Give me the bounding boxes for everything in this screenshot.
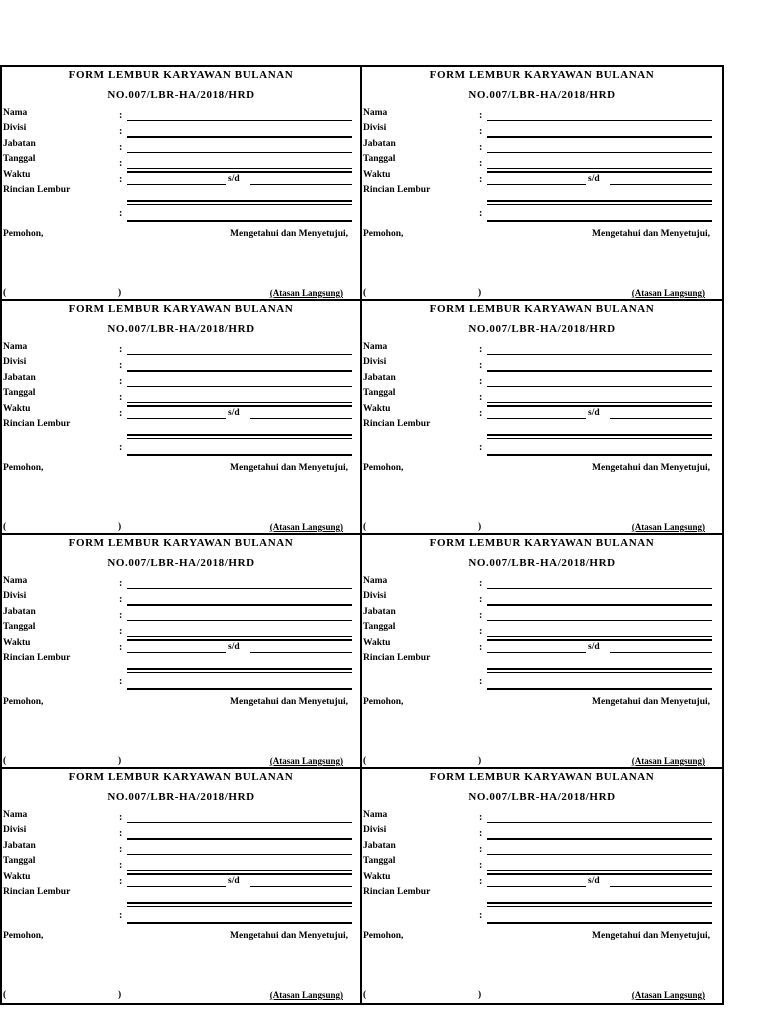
range-separator: s/d [588,408,600,418]
jabatan-fill-line [127,152,352,153]
colon-rincian: : [479,442,483,453]
nama-fill-line [127,120,352,121]
colon-rincian: : [479,208,483,219]
overtime-form-card [362,67,722,301]
label-nama: Nama [3,576,28,586]
divisi-fill-line [127,838,352,840]
colon-waktu: : [479,876,483,887]
label-nama: Nama [363,108,388,118]
colon-divisi: : [479,126,483,137]
tanggal-fill-line [487,168,712,169]
label-tanggal: Tanggal [363,622,396,632]
approval-label: Mengetahui dan Menyetujui, [592,463,710,473]
jabatan-fill-line [487,620,712,621]
pemohon-label: Pemohon, [3,697,44,707]
label-jabatan: Jabatan [3,373,36,383]
overtime-form-card [2,769,362,1003]
signature-paren-close: ) [478,522,482,532]
range-separator: s/d [228,174,240,184]
jabatan-fill-line [127,854,352,855]
label-tanggal: Tanggal [3,388,36,398]
approver-label: (Atasan Langsung) [269,756,343,766]
label-waktu: Waktu [3,872,31,882]
label-tanggal: Tanggal [3,154,36,164]
rincian-line-2 [127,204,352,205]
nama-fill-line [487,120,712,121]
pemohon-label: Pemohon, [363,931,404,941]
waktu-end-line [250,184,352,185]
rincian-line-1 [127,434,352,436]
waktu-start-line [127,184,226,185]
label-rincian-lembur: Rincian Lembur [3,653,71,663]
tanggal-fill-line [127,636,352,637]
label-waktu: Waktu [3,170,31,180]
rincian-line-2 [127,438,352,439]
colon-tanggal: : [119,158,123,169]
label-waktu: Waktu [363,404,391,414]
waktu-start-line [487,184,586,185]
rincian-line-1 [487,200,712,202]
divisi-fill-line [487,136,712,138]
signature-paren-open: ( [3,288,7,298]
rincian-line-2 [487,672,712,673]
waktu-top-line [487,873,712,875]
nama-fill-line [127,354,352,355]
label-rincian-lembur: Rincian Lembur [363,185,431,195]
label-nama: Nama [3,342,28,352]
rincian-line-2 [127,906,352,907]
label-divisi: Divisi [3,825,27,835]
colon-jabatan: : [119,610,123,621]
label-waktu: Waktu [363,872,391,882]
range-separator: s/d [228,642,240,652]
rincian-line-1 [127,902,352,904]
colon-rincian: : [119,910,123,921]
waktu-start-line [487,418,586,419]
jabatan-fill-line [487,854,712,855]
rincian-line-3 [127,220,352,222]
label-waktu: Waktu [363,638,391,648]
form-number: NO.007/LBR-HA/2018/HRD [468,323,616,335]
label-jabatan: Jabatan [363,841,396,851]
label-jabatan: Jabatan [363,373,396,383]
colon-nama: : [479,344,483,355]
label-jabatan: Jabatan [3,607,36,617]
divisi-fill-line [487,604,712,606]
rincian-line-1 [127,668,352,670]
label-rincian-lembur: Rincian Lembur [363,887,431,897]
signature-paren-open: ( [363,756,367,766]
approver-label: (Atasan Langsung) [631,288,705,298]
colon-waktu: : [479,174,483,185]
label-waktu: Waktu [3,638,31,648]
nama-fill-line [127,822,352,823]
label-divisi: Divisi [363,123,387,133]
label-divisi: Divisi [3,123,27,133]
rincian-line-3 [487,688,712,690]
approver-label: (Atasan Langsung) [631,522,705,532]
overtime-form-card [2,301,362,535]
colon-rincian: : [119,676,123,687]
nama-fill-line [127,588,352,589]
form-sheet [0,65,724,1005]
pemohon-label: Pemohon, [363,229,404,239]
label-nama: Nama [363,810,388,820]
waktu-start-line [487,652,586,653]
signature-paren-close: ) [118,756,122,766]
waktu-top-line [127,405,352,407]
label-jabatan: Jabatan [3,841,36,851]
colon-jabatan: : [479,376,483,387]
waktu-top-line [487,639,712,641]
colon-divisi: : [119,828,123,839]
approval-label: Mengetahui dan Menyetujui, [230,229,348,239]
colon-divisi: : [119,360,123,371]
label-rincian-lembur: Rincian Lembur [363,653,431,663]
label-nama: Nama [3,810,28,820]
label-tanggal: Tanggal [363,388,396,398]
range-separator: s/d [228,876,240,886]
waktu-top-line [127,639,352,641]
label-divisi: Divisi [363,825,387,835]
tanggal-fill-line [127,402,352,403]
pemohon-label: Pemohon, [3,229,44,239]
label-tanggal: Tanggal [3,622,36,632]
colon-nama: : [119,344,123,355]
form-title: FORM LEMBUR KARYAWAN BULANAN [429,771,655,783]
colon-tanggal: : [479,626,483,637]
form-title: FORM LEMBUR KARYAWAN BULANAN [429,303,655,315]
colon-tanggal: : [119,392,123,403]
pemohon-label: Pemohon, [3,931,44,941]
waktu-top-line [127,873,352,875]
colon-jabatan: : [119,844,123,855]
jabatan-fill-line [127,386,352,387]
form-number: NO.007/LBR-HA/2018/HRD [107,323,255,335]
label-nama: Nama [363,576,388,586]
colon-tanggal: : [119,860,123,871]
label-rincian-lembur: Rincian Lembur [3,419,71,429]
label-tanggal: Tanggal [363,154,396,164]
label-rincian-lembur: Rincian Lembur [3,185,71,195]
form-number: NO.007/LBR-HA/2018/HRD [468,791,616,803]
waktu-end-line [610,886,712,887]
tanggal-fill-line [127,870,352,871]
divisi-fill-line [127,604,352,606]
label-waktu: Waktu [3,404,31,414]
colon-nama: : [119,578,123,589]
label-waktu: Waktu [363,170,391,180]
form-title: FORM LEMBUR KARYAWAN BULANAN [68,537,294,549]
form-number: NO.007/LBR-HA/2018/HRD [107,557,255,569]
approval-label: Mengetahui dan Menyetujui, [230,697,348,707]
overtime-form-card [362,301,722,535]
signature-paren-close: ) [118,522,122,532]
form-title: FORM LEMBUR KARYAWAN BULANAN [68,771,294,783]
rincian-line-3 [127,454,352,456]
signature-paren-close: ) [478,288,482,298]
divisi-fill-line [487,370,712,372]
signature-paren-close: ) [118,990,122,1000]
signature-paren-open: ( [3,990,7,1000]
approval-label: Mengetahui dan Menyetujui, [230,463,348,473]
colon-divisi: : [119,126,123,137]
waktu-start-line [127,652,226,653]
form-number: NO.007/LBR-HA/2018/HRD [107,791,255,803]
colon-nama: : [119,110,123,121]
waktu-end-line [250,418,352,419]
signature-paren-open: ( [363,990,367,1000]
waktu-end-line [610,652,712,653]
nama-fill-line [487,822,712,823]
waktu-top-line [487,405,712,407]
colon-waktu: : [479,642,483,653]
waktu-end-line [250,652,352,653]
approval-label: Mengetahui dan Menyetujui, [592,229,710,239]
form-number: NO.007/LBR-HA/2018/HRD [107,89,255,101]
rincian-line-1 [487,902,712,904]
colon-tanggal: : [479,860,483,871]
rincian-line-2 [487,906,712,907]
jabatan-fill-line [127,620,352,621]
colon-rincian: : [119,442,123,453]
colon-jabatan: : [479,142,483,153]
label-tanggal: Tanggal [363,856,396,866]
colon-jabatan: : [119,142,123,153]
approver-label: (Atasan Langsung) [269,990,343,1000]
waktu-start-line [127,886,226,887]
approver-label: (Atasan Langsung) [631,756,705,766]
signature-paren-close: ) [478,756,482,766]
form-title: FORM LEMBUR KARYAWAN BULANAN [429,69,655,81]
rincian-line-3 [127,688,352,690]
pemohon-label: Pemohon, [3,463,44,473]
range-separator: s/d [588,876,600,886]
colon-waktu: : [119,876,123,887]
rincian-line-1 [487,668,712,670]
label-nama: Nama [363,342,388,352]
colon-tanggal: : [479,392,483,403]
colon-nama: : [479,578,483,589]
waktu-start-line [487,886,586,887]
signature-paren-close: ) [478,990,482,1000]
colon-divisi: : [479,594,483,605]
approval-label: Mengetahui dan Menyetujui, [592,697,710,707]
range-separator: s/d [228,408,240,418]
approval-label: Mengetahui dan Menyetujui, [230,931,348,941]
approver-label: (Atasan Langsung) [269,288,343,298]
divisi-fill-line [127,136,352,138]
colon-tanggal: : [479,158,483,169]
pemohon-label: Pemohon, [363,697,404,707]
colon-rincian: : [119,208,123,219]
colon-waktu: : [119,174,123,185]
nama-fill-line [487,354,712,355]
overtime-form-card [2,535,362,769]
colon-divisi: : [119,594,123,605]
nama-fill-line [487,588,712,589]
pemohon-label: Pemohon, [363,463,404,473]
label-divisi: Divisi [363,591,387,601]
waktu-end-line [250,886,352,887]
overtime-form-card [2,67,362,301]
label-divisi: Divisi [3,591,27,601]
colon-jabatan: : [479,844,483,855]
rincian-line-1 [127,200,352,202]
label-rincian-lembur: Rincian Lembur [363,419,431,429]
colon-rincian: : [479,676,483,687]
label-divisi: Divisi [3,357,27,367]
rincian-line-1 [487,434,712,436]
tanggal-fill-line [487,870,712,871]
colon-rincian: : [479,910,483,921]
rincian-line-3 [487,454,712,456]
form-title: FORM LEMBUR KARYAWAN BULANAN [68,303,294,315]
tanggal-fill-line [487,402,712,403]
tanggal-fill-line [487,636,712,637]
rincian-line-3 [487,220,712,222]
waktu-top-line [487,171,712,173]
rincian-line-2 [127,672,352,673]
signature-paren-open: ( [3,756,7,766]
colon-waktu: : [479,408,483,419]
divisi-fill-line [127,370,352,372]
signature-paren-open: ( [3,522,7,532]
signature-paren-open: ( [363,288,367,298]
colon-divisi: : [479,360,483,371]
colon-tanggal: : [119,626,123,637]
rincian-line-2 [487,204,712,205]
range-separator: s/d [588,642,600,652]
approver-label: (Atasan Langsung) [631,990,705,1000]
approver-label: (Atasan Langsung) [269,522,343,532]
label-jabatan: Jabatan [3,139,36,149]
form-number: NO.007/LBR-HA/2018/HRD [468,89,616,101]
form-number: NO.007/LBR-HA/2018/HRD [468,557,616,569]
signature-paren-close: ) [118,288,122,298]
colon-jabatan: : [119,376,123,387]
tanggal-fill-line [127,168,352,169]
waktu-end-line [610,184,712,185]
colon-waktu: : [119,642,123,653]
rincian-line-3 [127,922,352,924]
colon-waktu: : [119,408,123,419]
colon-nama: : [119,812,123,823]
colon-divisi: : [479,828,483,839]
label-tanggal: Tanggal [3,856,36,866]
label-jabatan: Jabatan [363,139,396,149]
form-title: FORM LEMBUR KARYAWAN BULANAN [429,537,655,549]
approval-label: Mengetahui dan Menyetujui, [592,931,710,941]
label-divisi: Divisi [363,357,387,367]
rincian-line-2 [487,438,712,439]
divisi-fill-line [487,838,712,840]
form-title: FORM LEMBUR KARYAWAN BULANAN [68,69,294,81]
overtime-form-card [362,769,722,1003]
colon-nama: : [479,110,483,121]
label-nama: Nama [3,108,28,118]
colon-nama: : [479,812,483,823]
jabatan-fill-line [487,386,712,387]
label-jabatan: Jabatan [363,607,396,617]
signature-paren-open: ( [363,522,367,532]
waktu-top-line [127,171,352,173]
range-separator: s/d [588,174,600,184]
waktu-end-line [610,418,712,419]
rincian-line-3 [487,922,712,924]
overtime-form-card [362,535,722,769]
jabatan-fill-line [487,152,712,153]
waktu-start-line [127,418,226,419]
colon-jabatan: : [479,610,483,621]
label-rincian-lembur: Rincian Lembur [3,887,71,897]
